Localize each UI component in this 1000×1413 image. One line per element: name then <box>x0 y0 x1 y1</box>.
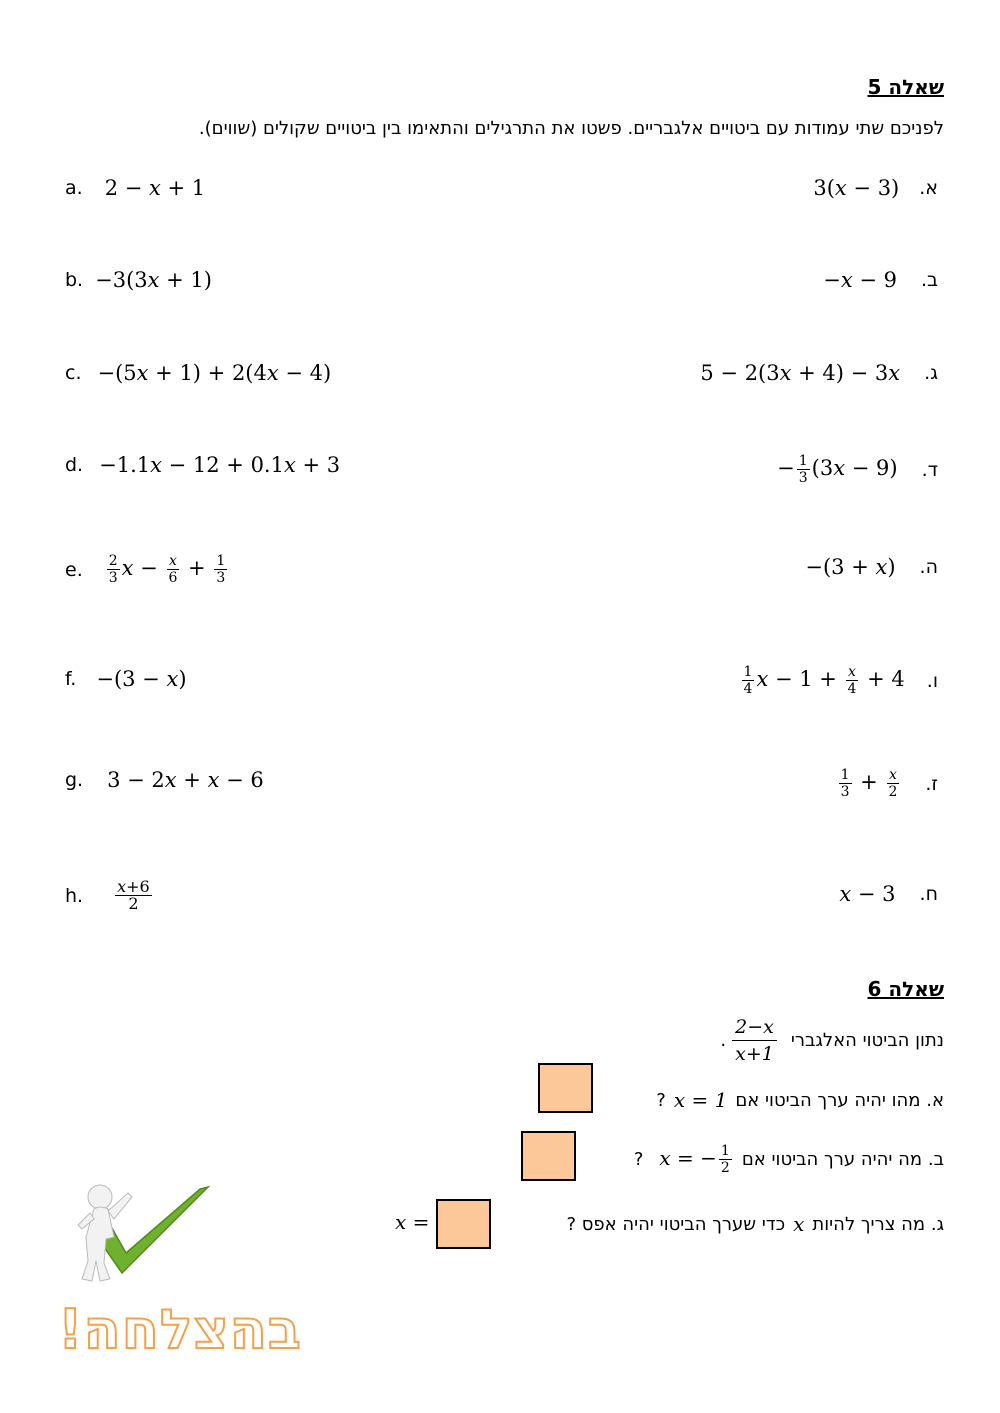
right-item-bet <box>823 268 938 292</box>
intro-text: נתון הביטוי האלגברי <box>790 1030 944 1051</box>
expression-alef: 3(x − 3) <box>813 176 900 200</box>
left-item-h <box>65 879 154 912</box>
right-item-vav <box>740 664 938 697</box>
question-6a-text: א. מהו יהיה ערך הביטוי אם <box>735 1089 944 1111</box>
question-6b <box>634 1143 944 1176</box>
left-item-g <box>65 768 264 792</box>
condition-a: x = 1 <box>673 1088 728 1112</box>
right-item-het <box>839 882 938 906</box>
checkmark-figure-icon <box>70 1175 215 1290</box>
expression-h: $\frac{x+6}{2}$ <box>117 877 150 913</box>
right-label-gimel: ג. <box>924 362 938 384</box>
answer-box-b[interactable] <box>521 1131 576 1181</box>
question-6a <box>656 1088 944 1112</box>
left-item-f <box>65 667 187 691</box>
answer-box-c[interactable] <box>436 1199 491 1249</box>
expression-zayin: $\frac{1}{3}$ + $\frac{x}{2}$ <box>840 767 898 800</box>
expression-c: −(5x + 1) + 2(4x − 4) <box>97 361 332 385</box>
right-label-zayin: ז. <box>925 772 938 795</box>
expression-he: −(3 + x) <box>805 555 896 579</box>
right-item-he <box>805 555 938 579</box>
left-label-e: e. <box>65 558 83 581</box>
right-item-dalet <box>777 453 938 486</box>
left-label-g: g. <box>65 769 84 791</box>
expression-e: $\frac{2}{3}$ x − $\frac{x}{6}$ + $\frac{1}{3}$ <box>108 553 226 586</box>
expression-f: −(3 − x) <box>96 667 187 691</box>
figure-head-icon <box>88 1185 112 1209</box>
question-6b-text: ב. מה יהיה ערך הביטוי אם <box>741 1149 944 1170</box>
expression-b: −3(3x + 1) <box>95 268 212 292</box>
question-6c-text: ג. מה צריך להיות <box>812 1213 944 1235</box>
left-label-h: h. <box>65 884 84 907</box>
question-5-title: שאלה 5 <box>867 75 944 99</box>
left-item-d <box>65 453 340 477</box>
answer-box-a[interactable] <box>538 1063 593 1113</box>
left-label-b: b. <box>65 269 84 291</box>
left-item-e <box>65 553 229 586</box>
question-6-intro <box>720 1016 944 1065</box>
expression-het: x − 3 <box>839 882 896 906</box>
right-item-gimel <box>700 361 938 385</box>
left-label-c: c. <box>65 362 82 384</box>
right-label-het: ח. <box>919 883 938 905</box>
left-item-c <box>65 361 331 385</box>
question-5-instructions: לפניכם שתי עמודות עם ביטויים אלגבריים. פשטו את התרגילים והתאימו בין ביטויים שקולים (שווים). <box>198 118 944 139</box>
right-item-alef <box>813 176 938 200</box>
condition-b-prefix: x = − <box>659 1146 717 1170</box>
given-expression <box>732 1016 777 1065</box>
right-label-he: ה. <box>919 556 938 578</box>
right-item-zayin <box>837 767 938 800</box>
success-text: בהצלחה! <box>58 1298 302 1361</box>
expression-g: 3 − 2x + x − 6 <box>107 768 264 792</box>
expression-gimel: 5 − 2(3x + 4) − 3x <box>700 361 901 385</box>
left-item-a <box>65 176 205 200</box>
expression-vav: $\frac{1}{4}$ x − 1 + $\frac{x}{4}$ + 4 <box>743 664 905 697</box>
x-equals: x = <box>395 1210 430 1234</box>
right-label-dalet: ד. <box>921 458 938 481</box>
left-label-a: a. <box>65 177 83 199</box>
question-6c-text2: כדי שערך הביטוי יהיה אפס ? <box>566 1213 786 1235</box>
variable-x: x <box>793 1212 805 1236</box>
left-item-b <box>65 268 212 292</box>
left-label-f: f. <box>65 668 77 690</box>
intro-period: . <box>720 1030 727 1051</box>
right-label-bet: ב. <box>920 269 938 291</box>
condition-b: x = − $\frac{1}{2}$ <box>659 1143 730 1176</box>
expression-d: −1.1x − 12 + 0.1x + 3 <box>99 453 341 477</box>
right-label-vav: ו. <box>926 669 938 692</box>
question-mark-b: ? <box>633 1149 644 1170</box>
question-mark-a: ? <box>656 1089 666 1111</box>
expression-a: 2 − x + 1 <box>104 176 206 200</box>
given-numerator: 2−x <box>732 1016 777 1041</box>
right-label-alef: א. <box>919 177 938 199</box>
left-label-d: d. <box>65 454 84 476</box>
question-6c <box>566 1212 944 1236</box>
expression-bet: −x − 9 <box>823 268 897 292</box>
question-6-title: שאלה 6 <box>867 977 944 1001</box>
given-denominator: x+1 <box>735 1043 774 1065</box>
expression-dalet: − $\frac{1}{3}$ (3x − 9) <box>777 453 898 486</box>
